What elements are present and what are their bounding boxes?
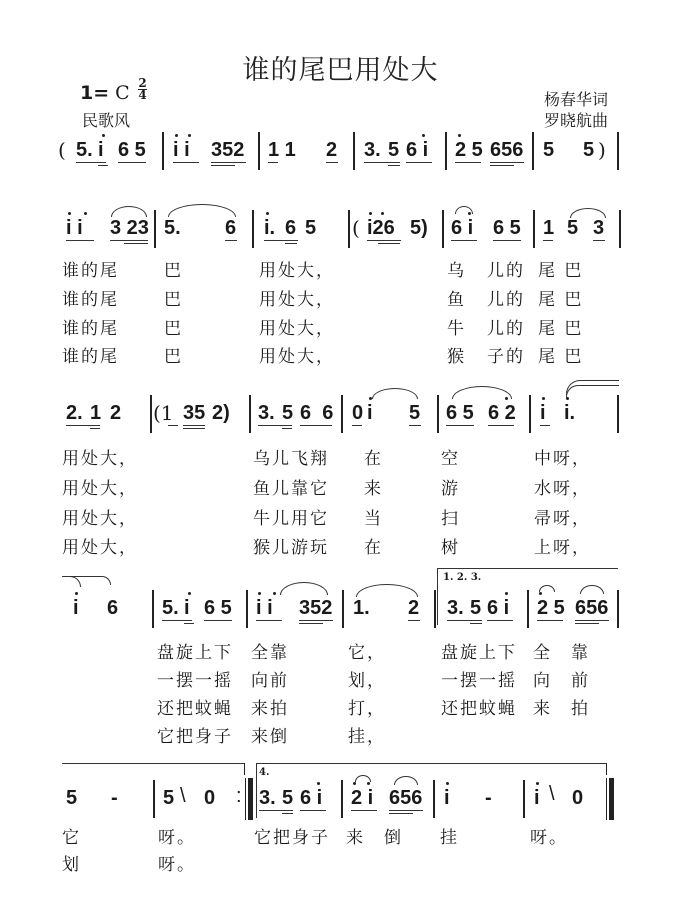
lyric: 鱼儿靠它: [253, 479, 329, 499]
note: i.: [564, 402, 576, 424]
lyric: 一摆一摇: [441, 671, 517, 691]
note: 656: [389, 787, 423, 809]
note: 5: [567, 217, 579, 239]
slur: [280, 582, 328, 595]
note: 352: [211, 139, 245, 161]
note: 6 5: [204, 597, 232, 619]
lyric: 来拍: [251, 699, 289, 719]
final-thin-bar: [606, 778, 607, 820]
slur: [356, 584, 418, 597]
lyric: 呀。: [530, 828, 568, 848]
tie-line: [62, 763, 244, 764]
underline: [446, 425, 474, 426]
lyric: 盘旋上下: [441, 643, 517, 663]
lyric: 一摆一摇: [157, 671, 233, 691]
high-dot: [68, 212, 71, 215]
underline: [575, 620, 609, 621]
note: 656: [575, 597, 609, 619]
note: 2.: [66, 402, 83, 424]
underline: [90, 428, 100, 429]
lyric: 前: [571, 671, 590, 691]
barline: [437, 395, 439, 433]
lyric: 儿的: [487, 319, 525, 339]
underline: [352, 425, 362, 426]
note: 656: [490, 139, 524, 161]
close-paren: ): [598, 138, 606, 162]
underline: [282, 813, 293, 814]
note: i: [367, 402, 373, 424]
note: 3: [593, 217, 605, 239]
high-dot: [175, 134, 178, 137]
high-dot: [381, 212, 384, 215]
note: i i: [173, 139, 190, 161]
lyric: 扫: [441, 509, 460, 529]
underline: [183, 425, 205, 426]
lyric: 来: [364, 479, 383, 499]
underline: [183, 428, 205, 429]
lyric: 它，: [348, 643, 386, 663]
high-dot: [505, 592, 508, 595]
barline: [246, 590, 248, 628]
lyric: 巴: [164, 290, 183, 310]
note: i: [98, 139, 104, 161]
high-dot: [188, 134, 191, 137]
lyric: 划: [62, 855, 81, 875]
high-dot: [446, 782, 449, 785]
slur: [62, 576, 111, 585]
note: i26: [367, 217, 395, 239]
high-dot: [536, 782, 539, 785]
lyric: 猴儿游玩: [253, 538, 329, 558]
underline: [173, 162, 199, 163]
note: 6 i: [451, 217, 474, 239]
note: 6 i: [487, 597, 510, 619]
lyric: 用处大，: [259, 261, 335, 281]
high-dot: [422, 134, 425, 137]
underline: [543, 240, 553, 241]
lyric: 巴: [164, 347, 183, 367]
note: i.: [264, 217, 276, 239]
barline: [617, 132, 619, 170]
key-letter: C: [115, 82, 130, 104]
high-dot: [75, 592, 78, 595]
barline: [529, 395, 531, 433]
lyric: 儿的: [487, 290, 525, 310]
barline: [523, 780, 525, 818]
underline: [326, 162, 338, 163]
lyric: 尾 巴: [538, 347, 584, 367]
underline: [367, 240, 401, 241]
underline: [256, 620, 282, 621]
note: 2: [408, 597, 420, 619]
lyric: 用处大，: [62, 509, 138, 529]
underline: [493, 240, 521, 241]
barline: [433, 780, 435, 818]
underline: [204, 620, 232, 621]
lyric: 谁的尾: [62, 261, 119, 281]
slur: [168, 204, 236, 217]
style-marking: 民歌风: [82, 111, 131, 130]
underline: [299, 620, 333, 621]
lyric: 来倒: [251, 727, 289, 747]
underline: [537, 620, 563, 621]
lyric: 尾 巴: [538, 319, 584, 339]
underline: [447, 620, 482, 621]
underline: [168, 425, 178, 426]
lyric: 拍: [571, 699, 590, 719]
note: 3.: [447, 597, 464, 619]
underline: [118, 162, 146, 163]
underline: [593, 240, 605, 241]
barline: [162, 132, 164, 170]
underline: [264, 240, 298, 241]
dash: -: [111, 787, 118, 809]
lyric: 打，: [348, 699, 386, 719]
lyric: 鱼: [447, 290, 466, 310]
note: 2: [326, 139, 338, 161]
lyric: 空: [441, 449, 460, 469]
slur: [570, 208, 606, 218]
high-dot: [369, 212, 372, 215]
note: 5: [305, 217, 317, 239]
lyric: 倒: [384, 828, 403, 848]
underline: [388, 165, 400, 166]
lyric: 中呀，: [534, 449, 591, 469]
lyric: 它把身子: [157, 727, 233, 747]
slur: [566, 385, 619, 398]
time-top: 2: [138, 76, 147, 90]
note: i: [444, 787, 450, 809]
underline: [488, 425, 514, 426]
lyric: 在: [364, 538, 383, 558]
note: 2: [110, 402, 122, 424]
high-dot: [102, 134, 105, 137]
high-dot: [458, 134, 461, 137]
lyric: 儿的: [487, 261, 525, 281]
note: 1.: [353, 597, 370, 619]
lyric: 巴: [164, 319, 183, 339]
note: 6: [225, 217, 237, 239]
underline: [258, 425, 292, 426]
underline: [389, 810, 423, 811]
volta-label: 1. 2. 3.: [443, 572, 482, 583]
barline: [532, 132, 534, 170]
note: 5.: [76, 139, 93, 161]
underline: [451, 240, 477, 241]
underline: [76, 162, 106, 163]
key-tonic: 1: [80, 82, 94, 104]
note: 352: [299, 597, 333, 619]
lyric: 帚呀，: [534, 509, 591, 529]
note: 0: [352, 402, 364, 424]
barline: [341, 780, 343, 818]
note: 1: [543, 217, 555, 239]
repeat-thin-bar: [245, 778, 246, 820]
underline: [378, 243, 400, 244]
lyric: 还把蚊蝇: [441, 699, 517, 719]
lyric: 全: [533, 643, 552, 663]
lyric: 用处大，: [259, 290, 335, 310]
barline: [533, 210, 535, 248]
lyric: 在: [364, 449, 383, 469]
lyric: 用处大，: [259, 347, 335, 367]
underline: [408, 620, 420, 621]
high-dot: [542, 397, 545, 400]
high-dot: [539, 592, 542, 595]
underline: [98, 165, 108, 166]
underline: [110, 240, 148, 241]
barline: [152, 590, 154, 628]
slur: [455, 206, 473, 214]
note: 0: [572, 787, 584, 809]
lyric: 向前: [251, 671, 289, 691]
lyric: 巴: [164, 261, 183, 281]
high-dot: [273, 592, 276, 595]
note: 5: [66, 787, 78, 809]
underline: [268, 162, 278, 163]
note: 2): [212, 402, 230, 424]
underline: [490, 165, 514, 166]
high-dot: [317, 782, 320, 785]
underline: [282, 428, 292, 429]
note: 6 6: [300, 402, 334, 424]
barline: [249, 395, 251, 433]
barline: [527, 590, 529, 628]
note: 6 5: [118, 139, 146, 161]
lyric: 谁的尾: [62, 319, 119, 339]
barline: [619, 210, 621, 248]
repeat-thick-bar: [248, 778, 253, 820]
underline: [300, 810, 326, 811]
underline: [389, 813, 413, 814]
note: 5.: [162, 597, 179, 619]
lyric: 向: [533, 671, 552, 691]
note: 5: [388, 139, 400, 161]
lyric: 还把蚊蝇: [157, 699, 233, 719]
note: 6 2: [488, 402, 516, 424]
note: 3.: [259, 787, 276, 809]
note: 5: [409, 402, 421, 424]
high-dot: [258, 592, 261, 595]
slur: [539, 585, 555, 592]
lyric: 划，: [348, 671, 386, 691]
underline: [211, 165, 235, 166]
lyric: 呀。: [158, 855, 196, 875]
note: i: [534, 787, 540, 809]
underline: [406, 162, 432, 163]
underline: [225, 240, 237, 241]
slur: [372, 388, 418, 399]
volta-end: [606, 763, 607, 775]
lyric: 靠: [571, 643, 590, 663]
lyric: 来: [533, 699, 552, 719]
barline: [150, 395, 152, 433]
underline: [211, 162, 246, 163]
lyric: 全靠: [251, 643, 289, 663]
open-paren: (: [58, 138, 66, 162]
lyric: 尾 巴: [538, 261, 584, 281]
note: 5): [410, 217, 428, 239]
note: i i: [66, 217, 83, 239]
barline: [434, 590, 436, 628]
underline: [66, 425, 100, 426]
note: 3.: [258, 402, 275, 424]
lyric: 挂，: [348, 727, 386, 747]
underline: [124, 243, 148, 244]
underline: [300, 425, 332, 426]
lyric: 尾 巴: [538, 290, 584, 310]
barline: [252, 210, 254, 248]
barline: [258, 132, 260, 170]
song-title: 谁的尾巴用处大: [242, 55, 439, 86]
note: 6: [107, 597, 119, 619]
lyric: 用处大，: [62, 479, 138, 499]
dash: -: [485, 787, 492, 809]
key-signature: [80, 82, 130, 104]
lyricist-credit: 杨春华词: [544, 90, 609, 109]
lyric: 盘旋上下: [157, 643, 233, 663]
underline: [66, 240, 94, 241]
note: 5: [282, 402, 294, 424]
final-thick-bar: [609, 778, 614, 820]
lyric: 挂: [440, 828, 459, 848]
repeat-dots: :: [236, 785, 242, 807]
barline: [445, 132, 447, 170]
lyric: 乌儿飞翔: [253, 449, 329, 469]
note: 2 5: [537, 597, 565, 619]
lyric: 乌: [447, 261, 466, 281]
lyric: 游: [441, 479, 460, 499]
note: 3.: [364, 139, 381, 161]
underline: [259, 810, 293, 811]
lyric: 呀。: [158, 828, 196, 848]
high-dot: [367, 782, 370, 785]
note: i: [540, 402, 546, 424]
breath-mark: \: [549, 783, 555, 805]
high-dot: [84, 212, 87, 215]
slur: [452, 386, 512, 399]
note: 2 i: [351, 787, 374, 809]
high-dot: [353, 782, 356, 785]
lyric: 水呀，: [534, 479, 591, 499]
lyric: 用处大，: [62, 538, 138, 558]
lyric: 牛: [447, 319, 466, 339]
barline: [617, 590, 619, 628]
underline: [351, 810, 377, 811]
lyric: 树: [441, 538, 460, 558]
barline: [342, 590, 344, 628]
lyric: 它把身子: [254, 828, 330, 848]
note: 5.: [164, 217, 181, 239]
lyric: 用处大，: [62, 449, 138, 469]
underline: [162, 620, 192, 621]
note: 6 5: [493, 217, 521, 239]
note: 5: [282, 787, 294, 809]
volta-label: 4.: [259, 767, 270, 778]
note: 5: [470, 597, 482, 619]
note: i: [184, 597, 190, 619]
note: 1 1: [268, 139, 296, 161]
lyric: 当: [364, 509, 383, 529]
lyric: 牛儿用它: [253, 509, 329, 529]
note: 5: [543, 139, 555, 161]
note: 6 5: [446, 402, 474, 424]
open-paren: (: [352, 216, 360, 240]
note: 5: [583, 139, 595, 161]
note: 0: [204, 787, 216, 809]
underline: [575, 623, 599, 624]
note: 3 23: [110, 217, 149, 239]
time-bottom: 4: [138, 88, 147, 102]
lyric: 上呀，: [534, 538, 591, 558]
underline: [540, 425, 550, 426]
lyric: 谁的尾: [62, 347, 119, 367]
high-dot: [188, 592, 191, 595]
breath-mark: \: [180, 785, 186, 807]
underline: [455, 162, 481, 163]
note: i i: [256, 597, 273, 619]
note: 6: [285, 217, 297, 239]
underline: [470, 623, 482, 624]
note: 1: [90, 402, 102, 424]
note: 6 i: [406, 139, 429, 161]
tie-end: [244, 763, 245, 775]
barline: [442, 210, 444, 248]
note: 6 i: [300, 787, 323, 809]
note: 2 5: [455, 139, 483, 161]
time-signature: [138, 78, 147, 101]
slur: [111, 206, 147, 217]
barline: [353, 132, 355, 170]
underline: [364, 162, 400, 163]
note: i: [73, 597, 79, 619]
lyric: 猴: [447, 347, 466, 367]
underline: [409, 425, 421, 426]
slur: [355, 775, 371, 782]
barline: [348, 210, 350, 248]
lyric: 它: [62, 828, 81, 848]
underline: [299, 623, 323, 624]
high-dot: [266, 212, 269, 215]
lyric: 来: [346, 828, 365, 848]
lyric: 用处大，: [259, 319, 335, 339]
underline: [487, 620, 513, 621]
lyric: 子的: [487, 347, 525, 367]
barline: [153, 780, 155, 818]
underline: [184, 623, 194, 624]
open-paren: (1: [153, 401, 174, 425]
underline: [490, 162, 524, 163]
lyric: 谁的尾: [62, 290, 119, 310]
composer-credit: 罗晓航曲: [544, 111, 609, 130]
note: 5: [163, 787, 175, 809]
note: 35: [183, 402, 206, 424]
barline: [341, 395, 343, 433]
barline: [154, 210, 156, 248]
key-equals: =: [93, 82, 110, 104]
barline: [617, 395, 619, 433]
underline: [285, 243, 297, 244]
